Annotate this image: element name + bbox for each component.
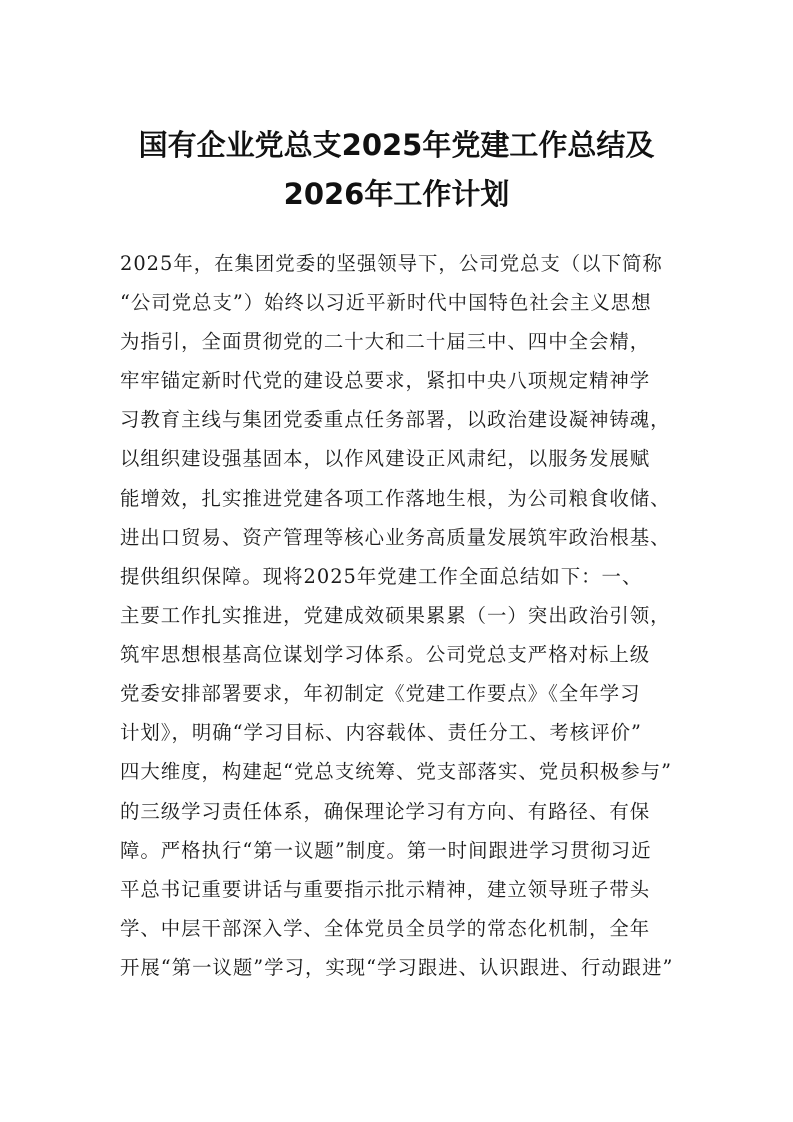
body-text-line: 四大维度，构建起“党总支统筹、党支部落实、党员积极参与”	[120, 760, 672, 783]
document-title-line-2: 2026年工作计划	[283, 177, 510, 211]
body-text-line: 障。严格执行“第一议题”制度。第一时间跟进学习贯彻习近	[120, 839, 652, 862]
body-text-line: 2025年，在集团党委的坚强领导下，公司党总支（以下简称	[120, 252, 663, 275]
body-text-line: 筑牢思想根基高位谋划学习体系。公司党总支严格对标上级	[120, 643, 651, 666]
body-text-line: 习教育主线与集团党委重点任务部署，以政治建设凝神铸魂，	[120, 408, 671, 431]
body-text-line: 平总书记重要讲话与重要指示批示精神，建立领导班子带头	[120, 878, 651, 901]
body-text-line: 学、中层干部深入学、全体党员全员学的常态化机制，全年	[120, 917, 651, 940]
document-title-line-1: 国有企业党总支2025年党建工作总结及	[138, 128, 655, 162]
body-text-line: 开展“第一议题”学习，实现“学习跟进、认识跟进、行动跟进”	[120, 956, 674, 979]
body-text-line: 提供组织保障。现将2025年党建工作全面总结如下：一、	[120, 565, 643, 588]
body-text-line: 主要工作扎实推进，党建成效硕果累累（一）突出政治引领，	[120, 604, 671, 627]
body-text-line: 进出口贸易、资产管理等核心业务高质量发展筑牢政治根基、	[120, 526, 671, 549]
body-text-line: “公司党总支”）始终以习近平新时代中国特色社会主义思想	[120, 291, 652, 314]
body-text-line: 以组织建设强基固本，以作风建设正风肃纪，以服务发展赋	[120, 447, 651, 470]
body-text-line: 牢牢锚定新时代党的建设总要求，紧扣中央八项规定精神学	[120, 369, 651, 392]
body-text-line: 为指引，全面贯彻党的二十大和二十届三中、四中全会精，	[120, 330, 651, 353]
body-text-line: 的三级学习责任体系，确保理论学习有方向、有路径、有保	[120, 800, 651, 823]
body-text-line: 党委安排部署要求，年初制定《党建工作要点》《全年学习	[120, 682, 641, 705]
body-text-line: 能增效，扎实推进党建各项工作落地生根，为公司粮食收储、	[120, 487, 671, 510]
body-text-line: 计划》，明确“学习目标、内容载体、责任分工、考核评价”	[120, 721, 642, 744]
